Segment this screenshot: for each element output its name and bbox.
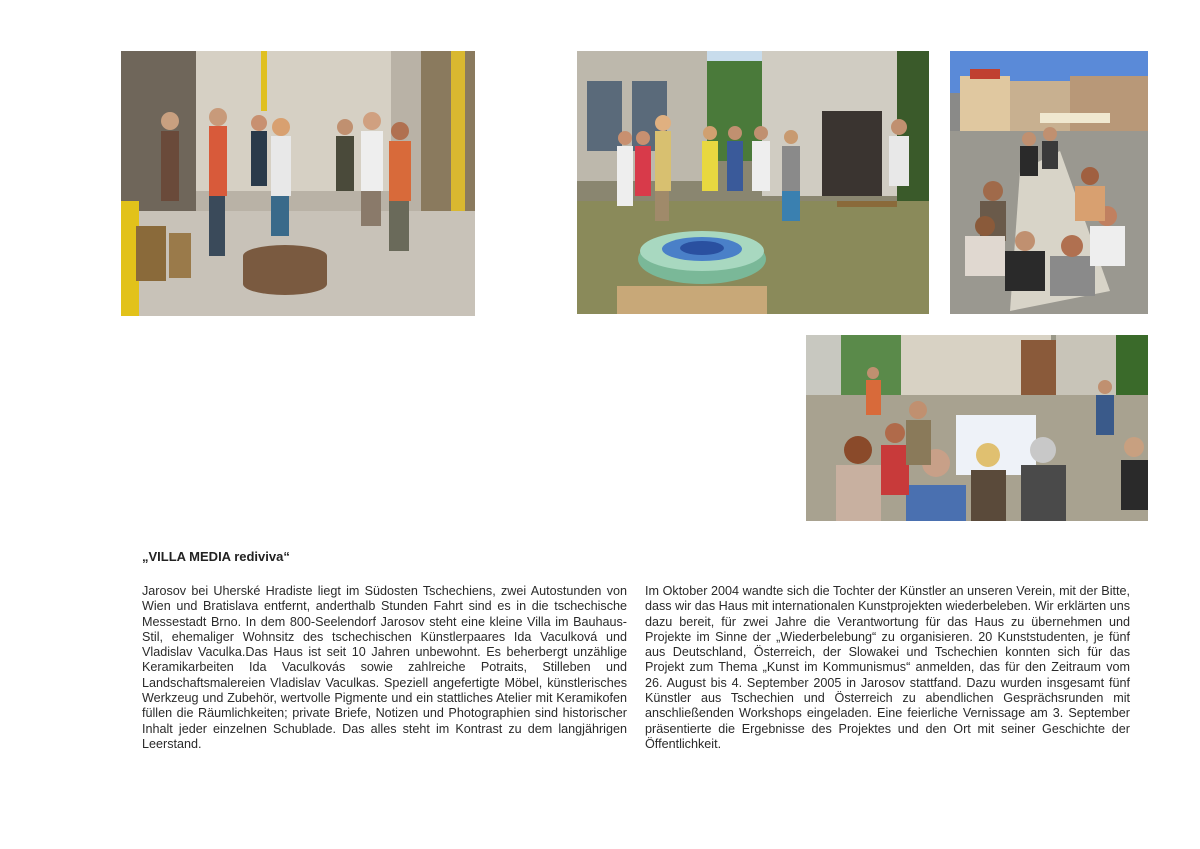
photo-courtyard-gathering xyxy=(806,335,1148,521)
article-title: „VILLA MEDIA rediviva“ xyxy=(142,549,290,564)
article-paragraph-left: Jarosov bei Uherské Hradiste liegt im Südosten Tschechiens, zwei Autostunden von Wien und Bratislava entfernt, anderthalb Stunden Fahrt sind es in die tschechische Messestadt Brno. In dem 800-Seelendorf Jarosov steht eine kleine Villa im Bauhaus-Stil, ehemaliger Wohnsitz des tschechischen Künstlerpaares Ida Vaculková und Vladislav Vaculka.Das Haus ist seit 10 Jahren unbewohnt. Es beherbergt unzählige Keramikarbeiten Ida Vaculkovás sowie zahlreiche Potraits, Stilleben und Landschaftsmalereien Vladislav Vaculkas. Speziell angefertigte Möbel, künstlerisches Werkzeug und Zubehör, wertvolle Pigmente und ein stattliches Atelier mit Keramikofen füllen die Räumlichkeiten; private Briefe, Notizen und Photographien sind historischer Inhalt jeder einzelnen Schublade. Das alles steht im Kontrast zu dem langjährigen Leerstand. xyxy=(142,584,627,751)
photo-courtyard-installation xyxy=(577,51,929,314)
article-paragraph-right: Im Oktober 2004 wandte sich die Tochter der Künstler an unseren Verein, mit der Bitte, dass wir das Haus mit internationalen Kunstprojekten wiederbeleben. Wir erklärten uns dazu bereit, für zwei Jahre die Verantwortung für das Haus zu übernehmen und Projekte im Sinne der „Wiederbelebung“ zu organisieren. 20 Kunststudenten, je fünf aus Deutschland, Österreich, der Slowakei und Tschechien konnten sich für das Projekt zum Thema „Kunst im Kommunismus“ anmelden, das für den Zeitraum vom 26. August bis 4. September 2005 in Jarosov stattfand. Dazu wurden insgesamt fünf Künstler aus Tschechien und Österreich zu abendlichen Gesprächsrunden mit anschließenden Workshops eingeladen. Eine feierliche Vernissage am 3. September präsentierte die Ergebnisse des Projektes und den Ort mit seiner Geschichte der Öffentlichkeit. xyxy=(645,584,1130,751)
photo-workshop-group xyxy=(121,51,475,316)
photo-town-square-tables xyxy=(950,51,1148,314)
